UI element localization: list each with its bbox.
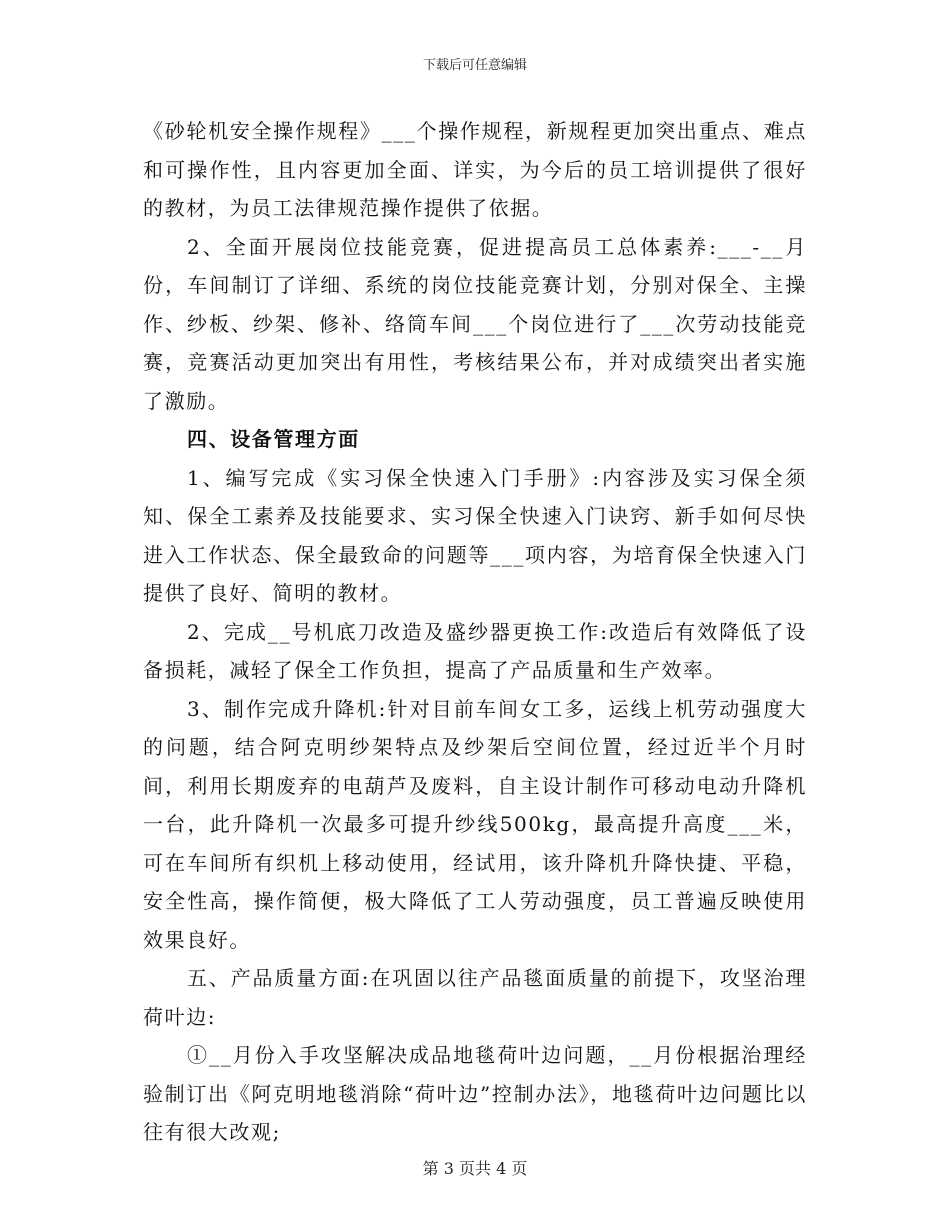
paragraph-4: 2、完成__号机底刀改造及盛纱器更换工作:改造后有效降低了设备损耗，减轻了保全工作负担，提高了产品质量和生产效率。 bbox=[143, 619, 807, 682]
paragraph-3: 1、编写完成《实习保全快速入门手册》:内容涉及实习保全须知、保全工素养及技能要求、实习保全快速入门诀窍、新手如何尽快进入工作状态、保全最致命的问题等___项内容，为培育保全快速入门提供了良好、简明的教材。 bbox=[143, 465, 807, 605]
page-footer: 第 3 页共 4 页 bbox=[422, 1159, 528, 1178]
paragraph-5: 3、制作完成升降机:针对目前车间女工多，运线上机劳动强度大的问题，结合阿克明纱架特点及纱架后空间位置，经过近半个月时间，利用长期废弃的电葫芦及废料，自主设计制作可移动电动升降机一台，此升降机一次最多可提升纱线500kg，最高提升高度___米，可在车间所有织机上移动使用，经试用，该升降机升降快捷、平稳，安全性高，操作简便，极大降低了工人劳动强度，员工普遍反映使用效果良好。 bbox=[143, 696, 807, 952]
paragraph-1: 《砂轮机安全操作规程》___个操作规程，新规程更加突出重点、难点和可操作性，且内容更加全面、详实，为今后的员工培训提供了很好的教材，为员工法律规范操作提供了依据。 bbox=[143, 119, 807, 220]
paragraph-6: 五、产品质量方面:在巩固以往产品毯面质量的前提下，攻坚治理荷叶边: bbox=[143, 966, 807, 1029]
section-heading-equipment: 四、设备管理方面 bbox=[187, 427, 360, 451]
paragraph-2: 2、全面开展岗位技能竞赛，促进提高员工总体素养:___-__月份，车间制订了详细、系统的岗位技能竞赛计划，分别对保全、主操作、纱板、纱架、修补、络筒车间___个岗位进行了___次劳动技能竞赛，竞赛活动更加突出有用性，考核结果公布，并对成绩突出者实施了激励。 bbox=[143, 234, 807, 413]
paragraph-7: ①__月份入手攻坚解决成品地毯荷叶边问题，__月份根据治理经验制订出《阿克明地毯消除“荷叶边”控制办法》，地毯荷叶边问题比以往有很大改观; bbox=[143, 1043, 807, 1144]
document-body bbox=[143, 112, 807, 1152]
page-header: 下载后可任意编辑 bbox=[422, 58, 527, 73]
